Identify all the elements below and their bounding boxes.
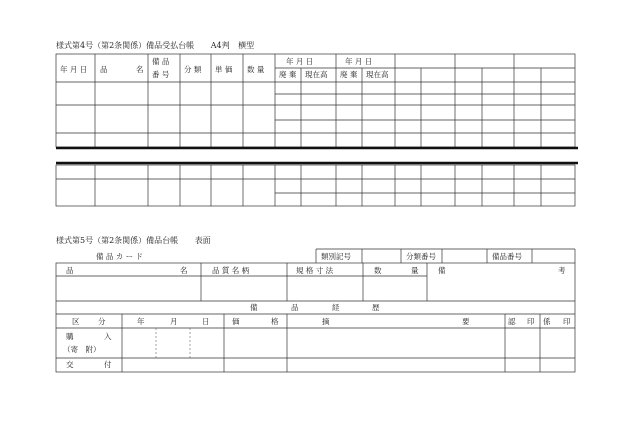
form5-side: 表面 xyxy=(194,236,211,245)
form4-lower-border xyxy=(56,165,575,206)
form5-caption xyxy=(56,235,211,246)
size-dims-label: 規 格 寸 法 xyxy=(296,266,334,275)
col-approval-left: 認 xyxy=(508,317,516,326)
form5-border xyxy=(56,263,575,372)
header-category: 分 類 xyxy=(184,65,202,74)
col-division-right: 分 xyxy=(98,317,106,326)
col-summary-left: 摘 xyxy=(322,317,330,326)
class-code-label: 類別記号 xyxy=(321,252,351,261)
history-3: 経 xyxy=(332,303,340,312)
row-purchase-right: 入 xyxy=(104,332,112,341)
row-delivery-left: 交 xyxy=(66,360,74,369)
header-equip-no-2: 番 号 xyxy=(152,70,170,79)
history-2: 品 xyxy=(291,303,299,312)
header-equip-no-1: 備 品 xyxy=(152,57,170,66)
col-price-right: 格 xyxy=(271,317,279,326)
col-price-left: 価 xyxy=(232,317,240,326)
continuation-separator xyxy=(56,148,578,163)
header-unit-price: 単 価 xyxy=(215,65,233,74)
quality-name-label: 品 質 名 柄 xyxy=(212,266,250,275)
header-period2-date: 年 月 日 xyxy=(345,57,373,66)
form4-orientation: 横型 xyxy=(238,41,255,50)
header-current-2: 現在高 xyxy=(366,70,389,79)
header-current-1: 現在高 xyxy=(305,70,328,79)
history-1: 備 xyxy=(250,303,258,312)
name-right: 名 xyxy=(180,266,188,275)
col-day: 日 xyxy=(202,317,210,326)
remarks-left: 備 xyxy=(438,266,446,275)
col-approval-right: 印 xyxy=(527,317,535,326)
equip-no-label: 備品番号 xyxy=(492,252,522,261)
form4-title: 様式第4号（第2条関係）備品受払台帳 xyxy=(56,41,195,50)
row-purchase-left: 購 xyxy=(66,332,74,341)
row-donation: （寄 附） xyxy=(63,345,101,354)
header-disposal-1: 廃 棄 xyxy=(279,70,297,79)
col-year: 年 xyxy=(137,317,145,326)
header-quantity: 数 量 xyxy=(247,65,265,74)
category-no-label: 分類番号 xyxy=(406,252,436,261)
name-left: 品 xyxy=(66,266,74,275)
col-staff-right: 印 xyxy=(563,317,571,326)
col-month: 月 xyxy=(170,317,178,326)
col-staff-left: 係 xyxy=(543,317,551,326)
qty-right: 量 xyxy=(411,266,419,275)
header-disposal-2: 廃 棄 xyxy=(340,70,358,79)
form5-title: 様式第5号（第2条関係）備品台帳 xyxy=(56,236,179,245)
qty-left: 数 xyxy=(374,266,382,275)
card-title: 備 品 カ ー ド xyxy=(96,252,144,261)
header-date: 年 月 日 xyxy=(60,65,88,74)
col-division-left: 区 xyxy=(72,317,80,326)
header-item-right: 名 xyxy=(136,65,144,74)
remarks-right: 考 xyxy=(558,266,566,275)
form4-size: A4判 xyxy=(210,41,230,50)
row-delivery-right: 付 xyxy=(104,360,112,369)
col-summary-right: 要 xyxy=(462,317,470,326)
history-4: 歴 xyxy=(372,303,380,312)
header-item-left: 品 xyxy=(100,65,108,74)
header-period1-date: 年 月 日 xyxy=(286,57,314,66)
